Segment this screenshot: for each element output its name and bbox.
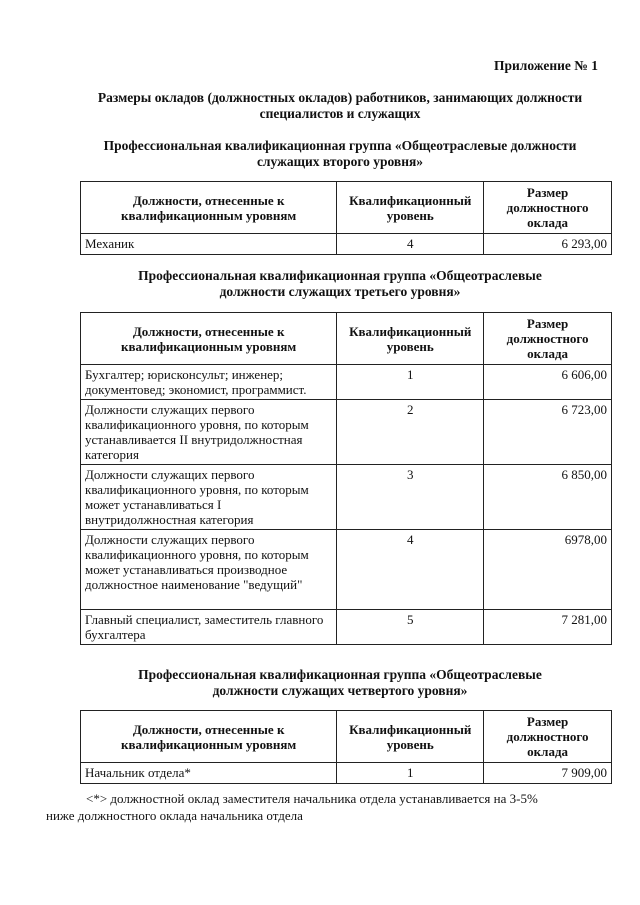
table-third-level: [80, 312, 612, 645]
cell-salary: 6 850,00: [484, 465, 612, 530]
cell-salary: 7 909,00: [484, 763, 612, 784]
group-title-second-level: [60, 138, 620, 170]
cell-position: Должности служащих первого квалификационного уровня, по которым может устанавливаться производное должностное наименование "ведущий": [81, 530, 337, 610]
cell-position: Главный специалист, заместитель главного бухгалтера: [81, 610, 337, 645]
cell-salary: 6978,00: [484, 530, 612, 610]
cell-salary: 6 606,00: [484, 365, 612, 400]
group-title-line-2: должности служащих четвертого уровня»: [212, 683, 468, 698]
table-row: [81, 234, 612, 255]
cell-level: 5: [337, 610, 484, 645]
group-title-line-2: должности служащих третьего уровня»: [219, 284, 461, 299]
table-row: [81, 610, 612, 645]
cell-salary: 6 723,00: [484, 400, 612, 465]
cell-level: 1: [337, 365, 484, 400]
document-title-line-2: специалистов и служащих: [259, 106, 421, 121]
cell-level: 3: [337, 465, 484, 530]
appendix-label: Приложение № 1: [494, 58, 598, 73]
cell-position: Механик: [81, 234, 337, 255]
cell-level: 4: [337, 234, 484, 255]
table-row: [81, 365, 612, 400]
group-title-line-1: Профессиональная квалификационная группа «Общеотраслевые должности: [103, 138, 577, 153]
group-title-fourth-level: [60, 667, 620, 699]
table-header-row: [81, 313, 612, 365]
group-title-third-level: [60, 268, 620, 300]
column-header-position: Должности, отнесенные к квалификационным уровням: [81, 313, 337, 365]
cell-position: Должности служащих первого квалификационного уровня, по которым устанавливается II внутридолжностная категория: [81, 400, 337, 465]
document-title: [60, 90, 620, 122]
table-row: [81, 465, 612, 530]
cell-position: Должности служащих первого квалификационного уровня, по которым может устанавливаться I внутридолжностная категория: [81, 465, 337, 530]
cell-level: 4: [337, 530, 484, 610]
group-title-line-2: служащих второго уровня»: [256, 154, 424, 169]
cell-level: 1: [337, 763, 484, 784]
cell-position: Бухгалтер; юрисконсульт; инженер; документовед; экономист, программист.: [81, 365, 337, 400]
table-row: [81, 530, 612, 610]
column-header-position: Должности, отнесенные к квалификационным уровням: [81, 182, 337, 234]
document-title-line-1: Размеры окладов (должностных окладов) работников, занимающих должности: [97, 90, 583, 105]
table-second-level: [80, 181, 612, 255]
cell-level: 2: [337, 400, 484, 465]
cell-salary: 6 293,00: [484, 234, 612, 255]
cell-position: Начальник отдела*: [81, 763, 337, 784]
column-header-salary: Размер должностного оклада: [484, 711, 612, 763]
table-row: [81, 400, 612, 465]
table-header-row: [81, 182, 612, 234]
table-row: [81, 763, 612, 784]
column-header-salary: Размер должностного оклада: [484, 313, 612, 365]
column-header-level: Квалификационный уровень: [337, 313, 484, 365]
column-header-salary: Размер должностного оклада: [484, 182, 612, 234]
group-title-line-1: Профессиональная квалификационная группа «Общеотраслевые: [138, 268, 542, 283]
column-header-level: Квалификационный уровень: [337, 182, 484, 234]
column-header-position: Должности, отнесенные к квалификационным уровням: [81, 711, 337, 763]
table-fourth-level: [80, 710, 612, 784]
cell-salary: 7 281,00: [484, 610, 612, 645]
column-header-level: Квалификационный уровень: [337, 711, 484, 763]
table-header-row: [81, 711, 612, 763]
group-title-line-1: Профессиональная квалификационная группа «Общеотраслевые: [138, 667, 542, 682]
footnote: <*> должностной оклад заместителя начальника отдела устанавливается на 3-5% ниже должностного оклада начальника отдела: [46, 791, 538, 823]
